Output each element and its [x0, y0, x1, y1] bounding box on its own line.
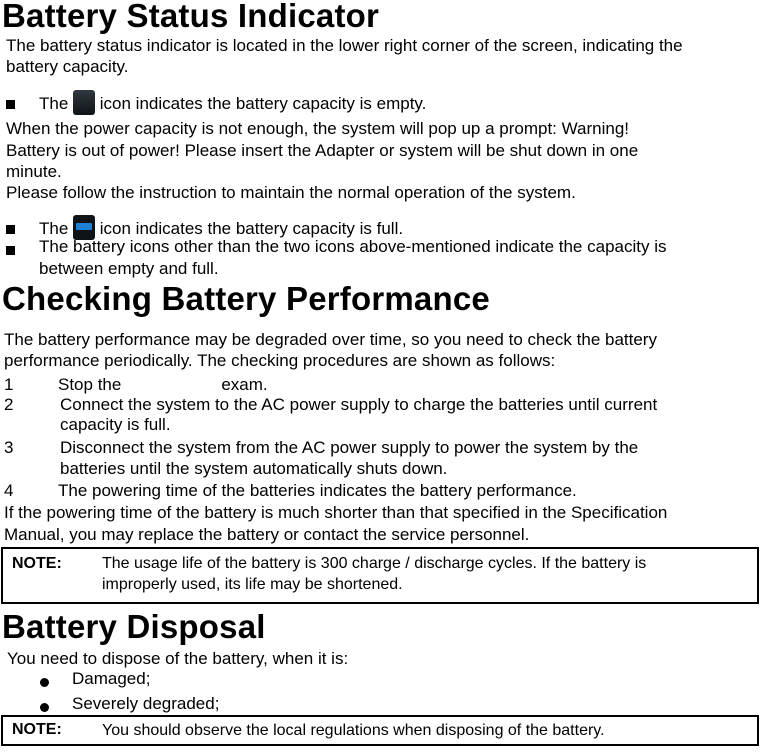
- performance-outro-line-1: If the powering time of the battery is much shorter than that specified in the Specification: [4, 503, 668, 522]
- warning-line-2: Battery is out of power! Please insert the Adapter or system will be shut down in one: [6, 141, 639, 160]
- step-1-pre: Stop the: [58, 375, 122, 394]
- battery-empty-icon: [73, 90, 95, 115]
- heading-battery-disposal: Battery Disposal: [2, 608, 266, 645]
- step-3-line-1: Disconnect the system from the AC power supply to power the system by the: [60, 438, 639, 457]
- performance-outro-line-2: Manual, you may replace the battery or contact the service personnel.: [4, 525, 530, 544]
- step-number: 1: [4, 375, 14, 394]
- step-number: 3: [4, 438, 14, 457]
- note-text-line-1: The usage life of the battery is 300 charge / discharge cycles. If the battery is: [102, 555, 647, 572]
- empty-icon-line: [39, 90, 426, 115]
- performance-intro-line-1: The battery performance may be degraded over time, so you need to check the battery: [4, 330, 657, 349]
- full-line-pre: The: [39, 219, 69, 238]
- square-bullet-icon: [6, 96, 15, 114]
- square-bullet-icon: [6, 242, 15, 260]
- heading-checking-battery-performance: Checking Battery Performance: [2, 280, 490, 317]
- square-bullet-icon: [6, 221, 15, 239]
- step-2-line-1: Connect the system to the AC power supply to charge the batteries until current: [60, 395, 658, 414]
- heading-battery-status-indicator: Battery Status Indicator: [2, 0, 380, 34]
- empty-line-post: icon indicates the battery capacity is empty.: [99, 94, 427, 113]
- disposal-item-damaged: Damaged;: [72, 669, 151, 688]
- step-1-text: [58, 374, 268, 395]
- warning-line-3: minute.: [6, 162, 62, 181]
- step-1-post: exam.: [221, 375, 268, 394]
- note-text: You should observe the local regulations when disposing of the battery.: [102, 722, 605, 739]
- note-label: NOTE:: [12, 555, 62, 572]
- step-number: 4: [4, 481, 14, 500]
- step-number: 2: [4, 395, 14, 414]
- note-text-line-2: improperly used, its life may be shortened.: [102, 576, 403, 593]
- other-icons-line-1: The battery icons other than the two icons above-mentioned indicate the capacity is: [39, 237, 667, 256]
- step-2-line-2: capacity is full.: [60, 415, 171, 434]
- note-box-usage-life: [1, 547, 759, 604]
- full-line-post: icon indicates the battery capacity is full.: [99, 219, 404, 238]
- follow-instruction: Please follow the instruction to maintain the normal operation of the system.: [6, 183, 576, 202]
- warning-line-1: When the power capacity is not enough, the system will pop up a prompt: Warning!: [6, 119, 630, 138]
- disposal-intro: You need to dispose of the battery, when it is:: [7, 649, 349, 668]
- performance-intro-line-2: performance periodically. The checking procedures are shown as follows:: [4, 351, 556, 370]
- note-box-disposal: [1, 715, 759, 746]
- disposal-item-degraded: Severely degraded;: [72, 694, 220, 713]
- empty-line-pre: The: [39, 94, 69, 113]
- other-icons-line-2: between empty and full.: [39, 259, 219, 278]
- status-intro-line-2: battery capacity.: [6, 57, 129, 76]
- round-bullet-icon: [40, 674, 49, 692]
- step-4-text: The powering time of the batteries indicates the battery performance.: [58, 481, 577, 500]
- note-label: NOTE:: [12, 721, 62, 738]
- step-3-line-2: batteries until the system automatically shuts down.: [60, 459, 448, 478]
- status-intro-line-1: The battery status indicator is located in the lower right corner of the screen, indicating the: [6, 36, 683, 55]
